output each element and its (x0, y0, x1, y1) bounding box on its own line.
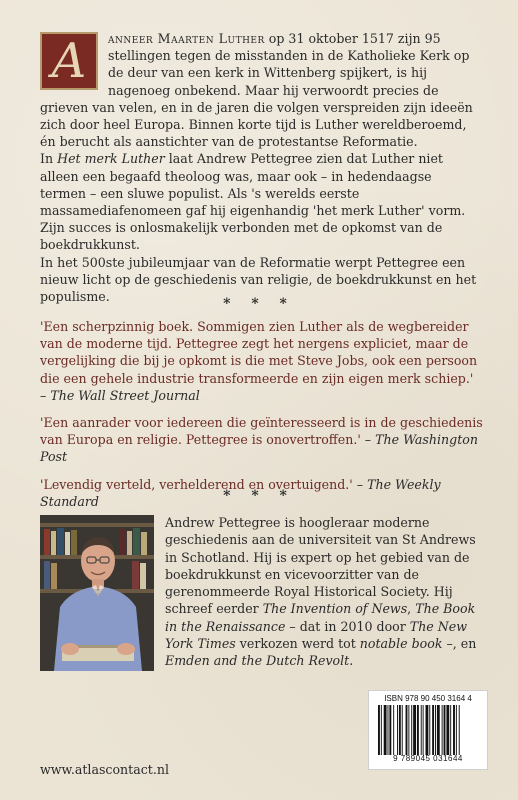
opening-smallcaps: anneer Maarten Luther (108, 31, 265, 46)
paragraph-2-text: laat Andrew Pettegree zien dat Luther niet alleen een begaafd theoloog was, maar ook – in hedendaagse termen – een sluwe populist. Als 's werelds eerste massamediafenomeen gaf hij eigenhandig 'het merk Luther' vorm. Zijn succes is onlosmakelijk verbonden met de opkomst van de boekdrukkunst. (40, 151, 466, 253)
publisher-website: www.atlascontact.nl (40, 762, 169, 777)
bio-newspaper: The New York Times (165, 618, 468, 652)
bio-separator: , (407, 601, 416, 617)
bio-book-title: Emden and the Dutch Revolt (165, 653, 350, 669)
divider-stars-2: * * * (223, 488, 295, 504)
blurb-paragraph-3: In het 500ste jubileumjaar van de Reformatie werpt Pettegree een nieuw licht op de geschiedenis van religie, de boekdrukkunst en het populisme. (40, 254, 477, 305)
author-portrait-image (40, 515, 154, 671)
review-dash: – (40, 387, 51, 403)
review-dash: – (352, 476, 368, 492)
review-source: The Wall Street Journal (50, 387, 200, 403)
review-source: The Weekly Standard (40, 476, 441, 509)
review-quote-text: 'Een aanrader voor iedereen die geïnteresseerd is in de geschiedenis van Europa en religie. Pettegree is onovertroffen.' (40, 415, 483, 448)
divider-stars-1: * * * (223, 296, 295, 312)
author-bio (165, 514, 485, 670)
blurb-intro (40, 30, 480, 305)
review-source: The Washington Post (40, 432, 478, 465)
author-photo (40, 515, 154, 671)
bio-book-title: The Book in the Renaissance (165, 601, 476, 634)
bio-award: notable book (359, 636, 443, 652)
bio-text: – dat in 2010 door (285, 618, 410, 634)
review-quote-2 (40, 414, 490, 466)
isbn-barcode (368, 690, 488, 770)
paragraph-1-text: op 31 oktober 1517 zijn 95 stellingen tegen de misstanden in de Katholieke Kerk op de deur van een kerk in Wittenberg spijkert, is hij nagenoeg onbekend. Maar hij verwoordt precies de grieven van velen, en in de jaren die volgen verspreiden zijn ideeën zich door heel Europa. Binnen korte tijd is Luther wereldberoemd, én berucht als aanstichter van de protestantse Reformatie. (40, 31, 473, 150)
bio-end: . (349, 653, 354, 669)
bio-text: Andrew Pettegree is hoogleraar moderne geschiedenis aan de universiteit van St Andrews in Schotland. Hij is expert op het gebied van de boekdrukkunst en vicevoorzitter van de gerenommeerde Royal Historical Society. Hij schreef eerder (165, 515, 476, 617)
book-title: Het merk Luther (57, 151, 165, 167)
bio-text: –, en (442, 636, 477, 652)
bio-book-title: The Invention of News (262, 601, 408, 617)
review-quote-1 (40, 318, 490, 404)
isbn-label: ISBN 978 90 450 3164 4 (384, 694, 472, 703)
blurb-paragraph-1 (40, 30, 480, 150)
barcode-digits: 9 789045 031644 (393, 754, 463, 763)
blurb-paragraph-2 (40, 150, 480, 253)
drop-cap: A (40, 32, 98, 90)
review-quote-text: 'Een scherpzinnig boek. Sommigen zien Luther als de wegbereider van de moderne tijd. Pettegree zegt het nergens expliciet, maar de vergelijking die bij je opkomt is die met Steve Jobs, ook een persoon die een gehele industrie transformeerde en zijn eigen merk schiep.' (40, 319, 478, 386)
barcode-bars (377, 705, 479, 755)
bio-text: verkozen werd tot (235, 636, 360, 652)
review-dash: – (360, 432, 376, 448)
review-quote-text: 'Levendig verteld, verhelderend en overtuigend.' (40, 476, 353, 492)
paragraph-2-prefix: In (40, 151, 58, 167)
